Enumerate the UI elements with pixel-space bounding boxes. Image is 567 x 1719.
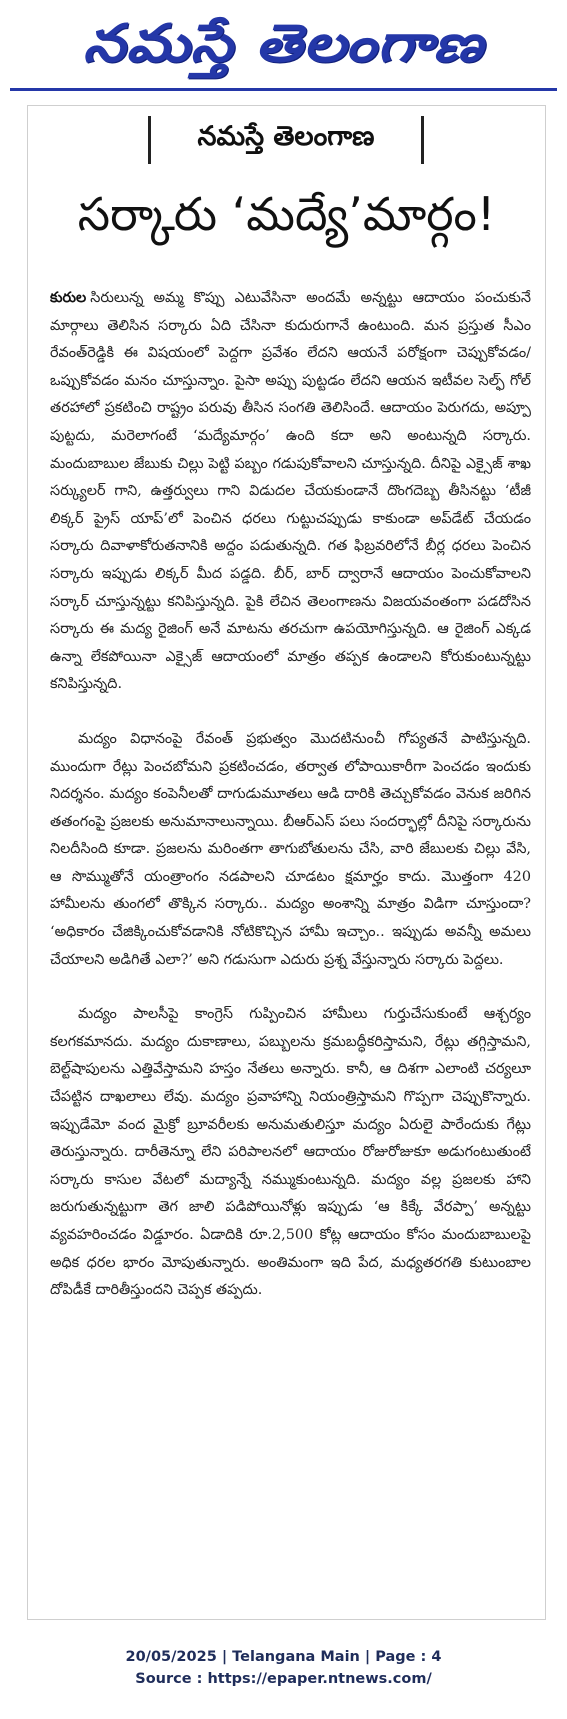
masthead-rule — [10, 88, 557, 91]
masthead — [0, 0, 567, 88]
lead-word: కురుల — [50, 289, 87, 306]
source-footer — [0, 1646, 567, 1690]
section-logo — [148, 116, 424, 164]
article-paragraph-2: మద్యం విధానంపై రేవంత్ ప్రభుత్వం మొదటినుంచీ గోప్యతనే పాటిస్తున్నది. ముందుగా రేట్లు పెంచబోమని ప్రకటించడం, తర్వాత లోపాయికారీగా పెంచడం ఇందుకు నిదర్శనం. మద్యం కంపెనీలతో దాగుడుమూతలు ఆడి దారికి తెచ్చుకోవడం వెనుక జరిగిన తతంగంపై ప్రజలకు అనుమానాలున్నాయి. బీఆర్‌ఎస్ పలు సందర్భాల్లో దీనిపై సర్కారును నిలదీసింది కూడా. ప్రజలను మరింతగా తాగుబోతులను చేసి, వారి జేబులకు చిల్లు వేసి, ఆ సొమ్ముతోనే యంత్రాంగం నడపాలని చూడటం క్షమార్హం కాదు. మొత్తంగా 420 హామీలను తుంగలో తొక్కిన సర్కారు.. మద్యం అంశాన్ని మాత్రం విడిగా చూస్తుందా? ‘అధికారం చేజిక్కించుకోవడానికి నోటికొచ్చిన హామీ ఇచ్చాం.. ఇప్పుడు అవన్నీ అమలు చేయాలని అడిగితే ఎలా?’ అని గడుసుగా ఎదురు ప్రశ్న వేస్తున్నారు సర్కారు పెద్దలు. — [50, 730, 531, 968]
paragraph-1-text: సిరులున్న అమ్మ కొప్పు ఎటువేసినా అందమే అన్నట్టు ఆదాయం పంచుకునే మార్గాలు తెలిసిన సర్కారు ఏది చేసినా కుదురుగానే ఉంటుంది. మన ప్రస్తుత సీఎం రేవంత్‌రెడ్డికి ఈ విషయంలో పెద్దగా ప్రవేశం లేదని ఆయనే పరోక్షంగా చెప్పుకోవడం/ఒప్పుకోవడం మనం చూస్తున్నాం. పైసా అప్పు పుట్టడం లేదని ఆయన ఇటీవల సెల్ఫ్ గోల్ తరహాలో ప్రకటించి రాష్ట్రం పరువు తీసిన సంగతి తెలిసిందే. ఆదాయం పెరుగదు, అప్పూ పుట్టదు, మరెలాగంటే ‘మద్యేమార్గం’ ఉంది కదా అని అంటున్నది సర్కారు. మందుబాబుల జేబుకు చిల్లు పెట్టి పబ్బం గడుపుకోవాలని చూస్తున్నది. దీనిపై ఎక్సైజ్ శాఖ సర్క్యులర్ గాని, ఉత్తర్వులు గాని విడుదల చేయకుండానే దొంగదెబ్బ తీసినట్టు ‘టీజీ లిక్కర్ ప్రైస్ యాప్’లో పెంచిన ధరలు గుట్టుచప్పుడు కాకుండా అప్‌డేట్ చేయడం సర్కారు దివాళాకోరుతనానికి అద్దం పడుతున్నది. గత ఫిబ్రవరిలోనే బీర్ల ధరలు పెంచిన సర్కారు ఇప్పుడు లిక్కర్ మీద పడ్డది. బీర్, బార్ ద్వారానే ఆదాయం పెంచుకోవాలని సర్కార్ చూస్తున్నట్టు కనిపిస్తున్నది. పైకి లేచిన తెలంగాణను విజయవంతంగా పడదోసిన సర్కారు ఈ మద్య రైజింగ్ అనే మాటను తరచుగా ఉపయోగిస్తున్నది. ఆ రైజింగ్ ఎక్కడ ఉన్నా లేకపోయినా ఎక్సైజ్ ఆదాయంలో మాత్రం తప్పక ఉండాలని కోరుకుంటున్నట్టు కనిపిస్తున్నది. — [50, 290, 531, 693]
article-clipping — [27, 105, 546, 1620]
footer-source-line: Source : https://epaper.ntnews.com/ — [135, 1671, 432, 1687]
article-body — [50, 284, 531, 1604]
masthead-title: నమస్తే తెలంగాణ — [83, 13, 484, 74]
article-headline: సర్కారు ‘మద్యే’మార్గం! — [77, 187, 496, 241]
section-logo-text: నమస్తే తెలంగాణ — [197, 121, 375, 152]
footer-edition-line: 20/05/2025 | Telangana Main | Page : 4 — [125, 1649, 442, 1665]
article-paragraph-1 — [50, 284, 531, 699]
article-paragraph-3: మద్యం పాలసీపై కాంగ్రెస్ గుప్పించిన హామీలు గుర్తుచేసుకుంటే ఆశ్చర్యం కలగకమానదు. మద్యం దుకాణాలు, పబ్బులను క్రమబద్ధీకరిస్తామని, రేట్లు తగ్గిస్తామని, బెల్ట్‌షాపులను ఎత్తివేస్తామని హస్తం నేతలు అన్నారు. కానీ, ఆ దిశగా ఎలాంటి చర్యలూ చేపట్టిన దాఖలాలు లేవు. మద్యం ప్రవాహాన్ని నియంత్రిస్తామని గొప్పగా చెప్పుకొన్నారు. ఇప్పుడేమో వంద మైక్రో బ్రూవరీలకు అనుమతులిస్తూ మద్యం ఏరులై పారేందుకు గేట్లు తెరుస్తున్నారు. దారీతెన్నూ లేని పరిపాలనలో ఆదాయం రోజురోజుకూ అడుగంటుతుంటే సర్కారు కాసుల వేటలో మద్యాన్నే నమ్ముకుంటున్నది. మద్యం వల్ల ప్రజలకు హాని జరుగుతున్నట్టుగా తెగ జాలి పడిపోయినోళ్లు ఇప్పుడు ‘ఆ కిక్కే వేరప్పా’ అన్నట్టు వ్యవహరించడం విడ్డూరం. ఏడాదికి రూ.2,500 కోట్ల ఆదాయం కోసం మందుబాబులపై అధిక ధరల భారం మోపుతున్నారు. అంతిమంగా ఇది పేద, మధ్యతరగతి కుటుంబాల దోపిడీకే దారితీస్తుందని చెప్పక తప్పదు. — [50, 1006, 531, 1299]
